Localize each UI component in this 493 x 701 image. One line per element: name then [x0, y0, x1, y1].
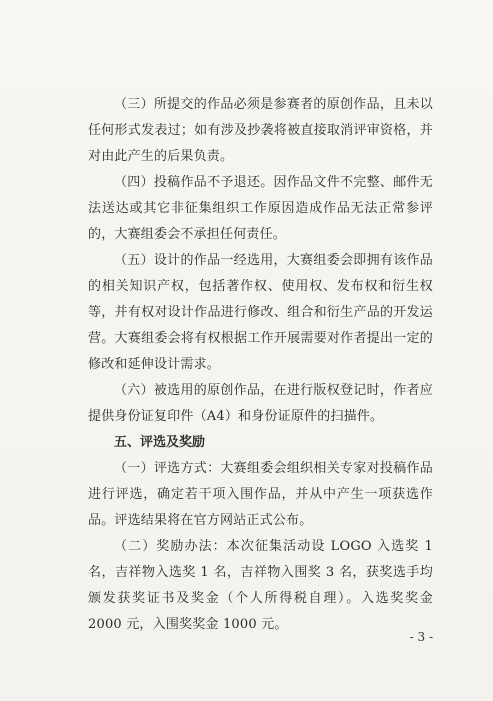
page-number: - 3 -	[409, 630, 433, 644]
paragraph-originality: （三）所提交的作品必须是参赛者的原创作品，且未以任何形式发表过；如有涉及抄袭将被直接取消评审资格，并对由此产生的后果负责。	[88, 97, 433, 164]
paragraph-award-method: （二）奖励办法：本次征集活动设 LOGO 入选奖 1 名，吉祥物入选奖 1 名，吉祥物入围奖 3 名，获奖选手均颁发获奖证书及奖金（个人所得税自理）。入选奖奖金 2000 元，入围奖奖金 1000 元。	[88, 539, 433, 632]
paragraph-selection-method: （一）评选方式：大赛组委会组织相关专家对投稿作品进行评选，确定若干项入围作品，并从中产生一项获选作品。评选结果将在官方网站正式公布。	[88, 461, 433, 528]
section-heading-selection-awards: 五、评选及奖励	[114, 435, 206, 450]
paragraph-no-return: （四）投稿作品不予退还。因作品文件不完整、邮件无法送达或其它非征集组织工作原因造成作品无法正常参评的，大赛组委会不承担任何责任。	[88, 175, 433, 242]
document-body	[88, 92, 433, 638]
paragraph-copyright-registration: （六）被选用的原创作品，在进行版权登记时，作者应提供身份证复印件（A4）和身份证原件的扫描件。	[88, 383, 433, 424]
paragraph-ip-rights: （五）设计的作品一经选用，大赛组委会即拥有该作品的相关知识产权，包括著作权、使用权、发布权和衍生权等，并有权对设计作品进行修改、组合和衍生产品的开发运营。大赛组委会将有权根据工作开展需要对作者提出一定的修改和延伸设计需求。	[88, 253, 433, 372]
